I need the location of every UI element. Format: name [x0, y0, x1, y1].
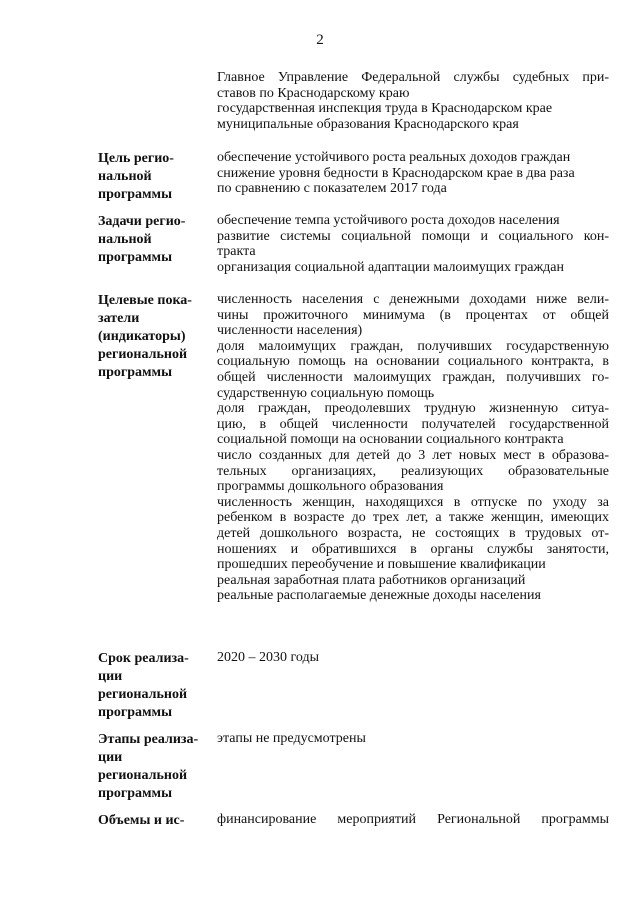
section-label: Задачи регио- нальной программы: [98, 214, 186, 265]
section-content: обеспечение темпа устойчивого роста доходов населения развитие системы социальной помощи и социального кон- тракта организация социальной адаптации малоимущих граждан: [217, 213, 609, 275]
section-content: обеспечение устойчивого роста реальных доходов граждан снижение уровня бедности в Краснодарском крае в два раза по сравнению с показателем 2017 года: [217, 150, 575, 197]
intro-line: муниципальные образования Краснодарского края: [217, 116, 519, 132]
intro-line: ставов по Краснодарскому краю: [217, 85, 410, 101]
page-number: 2: [316, 32, 324, 48]
intro-block: [217, 70, 609, 132]
section-label: Этапы реализа- ции региональной программы: [98, 732, 199, 801]
section-content: финансирование мероприятий Региональной программы: [217, 812, 609, 827]
section-label: Срок реализа- ции региональной программы: [98, 651, 189, 720]
section-label: Объемы и ис-: [98, 813, 185, 828]
section-label: Цель регио- нальной программы: [98, 151, 174, 202]
section-content: 2020 – 2030 годы: [217, 650, 320, 665]
intro-line: Главное Управление Федеральной службы судебных при-: [217, 70, 609, 85]
section-content: этапы не предусмотрены: [217, 731, 366, 746]
section-label: Целевые пока- затели (индикаторы) региональной программы: [98, 293, 192, 380]
section-content: численность населения с денежными доходами ниже вели- чины прожиточного минимума (в процентах от общей численности населения) доля малоимущих граждан, получивших государственную социальную помощь на основании социального контракта, в общей численности малоимущих граждан, получивших го- сударственную социальную помощь доля граждан, преодолевших трудную жизненную ситуа- цию, в общей численности получателей государственной социальной помощи на основании социального контракта число созданных для детей до 3 лет новых мест в образова- тельных организациях, реализующих образовательные программы дошкольного образования численность женщин, находящихся в отпуске по уходу за ребенком в возрасте до трех лет, а также женщин, имеющих детей дошкольного возраста, не состоящих в трудовых от- ношениях и обратившихся в органы службы занятости, прошедших переобучение и повышение квалификации реальная заработная плата работников организаций реальные располагаемые денежные доходы населения: [217, 292, 609, 604]
intro-line: государственная инспекция труда в Краснодарском крае: [217, 101, 553, 117]
